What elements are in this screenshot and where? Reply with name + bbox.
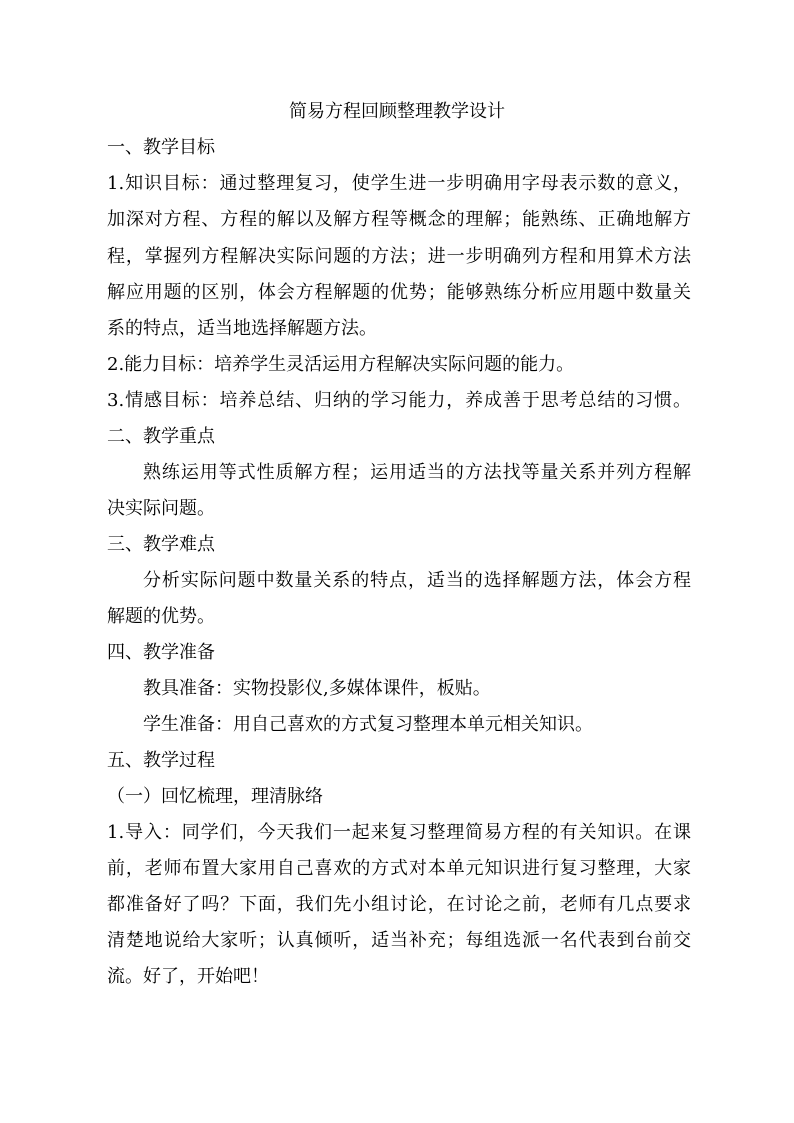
paragraph-line: 前，老师布置大家用自己喜欢的方式对本单元知识进行复习整理，大家 (107, 858, 691, 879)
paragraph-line: 加深对方程、方程的解以及解方程等概念的理解；能熟练、正确地解方 (107, 209, 691, 230)
paragraph-line: 熟练运用等式性质解方程；运用适当的方法找等量关系并列方程解 (143, 462, 691, 483)
paragraph-line: 解题的优势。 (107, 606, 215, 627)
paragraph-line: 都准备好了吗？下面，我们先小组讨论，在讨论之前，老师有几点要求 (107, 894, 691, 915)
paragraph-line: 决实际问题。 (107, 498, 215, 519)
document-title: 简易方程回顾整理教学设计 (289, 101, 505, 122)
paragraph-line: 流。好了，开始吧！ (107, 966, 269, 987)
paragraph-line: 程，掌握列方程解决实际问题的方法；进一步明确列方程和用算术方法 (107, 246, 691, 267)
paragraph-line: 分析实际问题中数量关系的特点，适当的选择解题方法，体会方程 (143, 570, 691, 591)
paragraph-line: 1.知识目标：通过整理复习，使学生进一步明确用字母表示数的意义， (107, 173, 691, 194)
paragraph-line: 解应用题的区别，体会方程解题的优势；能够熟练分析应用题中数量关 (107, 282, 691, 303)
paragraph-line: 教具准备：实物投影仪,多媒体课件，板贴。 (143, 678, 491, 699)
section-heading-difficulties: 三、教学难点 (107, 534, 215, 555)
section-heading-process: 五、教学过程 (107, 750, 215, 771)
paragraph-line: 2.能力目标：培养学生灵活运用方程解决实际问题的能力。 (107, 354, 575, 375)
subsection-heading: （一）回忆梳理，理清脉络 (107, 786, 323, 807)
section-heading-key-points: 二、教学重点 (107, 426, 215, 447)
paragraph-line: 清楚地说给大家听；认真倾听，适当补充；每组选派一名代表到台前交 (107, 930, 691, 951)
paragraph-line: 1.导入：同学们，今天我们一起来复习整理简易方程的有关知识。在课 (107, 822, 691, 843)
section-heading-preparation: 四、教学准备 (107, 642, 215, 663)
paragraph-line: 3.情感目标：培养总结、归纳的学习能力，养成善于思考总结的习惯。 (107, 390, 691, 411)
paragraph-line: 学生准备：用自己喜欢的方式复习整理本单元相关知识。 (143, 714, 593, 735)
paragraph-line: 系的特点，适当地选择解题方法。 (107, 318, 377, 339)
section-heading-objectives: 一、教学目标 (107, 137, 215, 158)
